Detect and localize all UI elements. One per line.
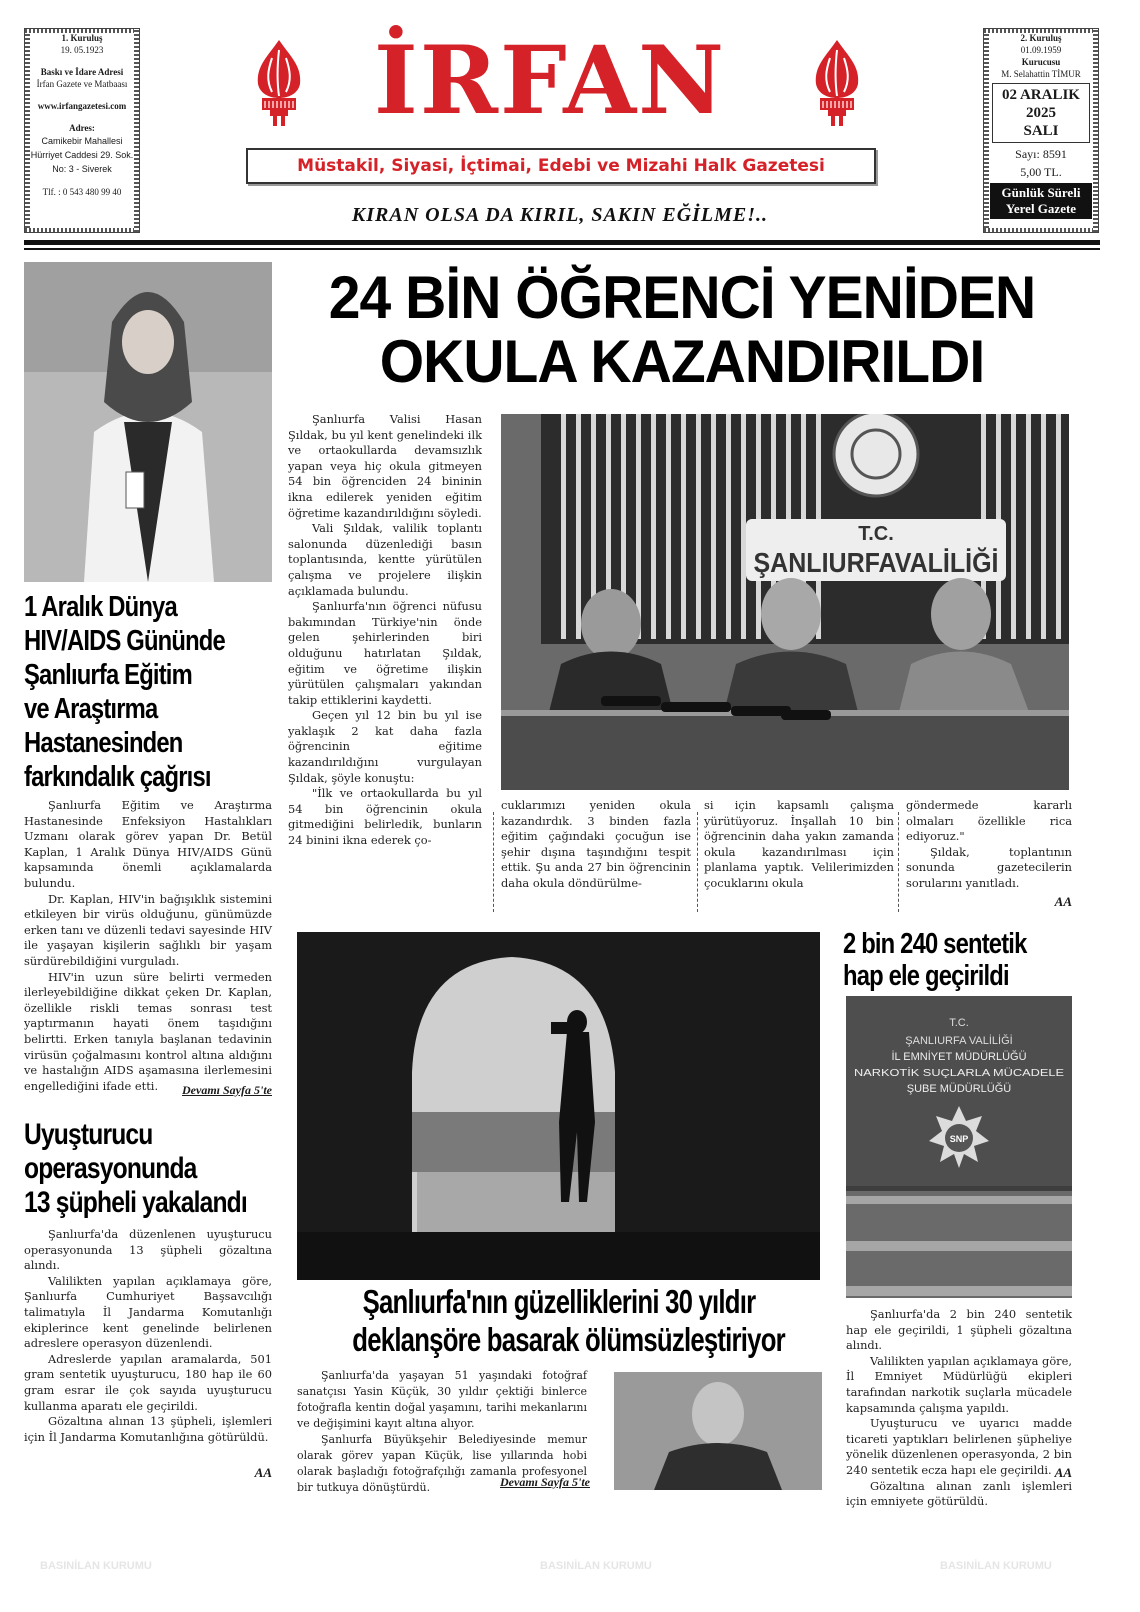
founder-name: M. Selahattin TİMUR — [1001, 69, 1081, 79]
tunnel-silhouette-photo — [297, 932, 820, 1280]
headline-line: farkındalık çağrısı — [24, 761, 211, 793]
headline-line: Hastanesinden — [24, 727, 183, 759]
paragraph: Vali Şıldak, valilik toplantı salonunda düzenlediği basın toplantısında, kentte yürütülen çalışma ve projelere ilişkin açıklamada bulundu. — [288, 521, 482, 598]
watermark: BASINİLAN KURUMU — [540, 1560, 652, 1572]
continued-on-page-link[interactable]: Devamı Sayfa 5'te — [500, 1475, 590, 1489]
address-line: Camikebir Mahallesi — [41, 136, 123, 146]
column-divider — [898, 812, 899, 912]
source-credit: AA — [1054, 1465, 1072, 1480]
sign-text: İL EMNİYET MÜDÜRLÜĞÜ — [891, 1051, 1027, 1063]
paragraph: Gözaltına alınan zanlı işlemleri için emniyete götürüldü. — [846, 1478, 1072, 1509]
seized-pills-photo — [846, 996, 1072, 1298]
masthead-info-box-left — [24, 28, 140, 233]
founder-label: Kurucusu — [1021, 57, 1061, 67]
second-founding-label: 2. Kuruluş — [1020, 33, 1062, 43]
paragraph: Geçen yıl 12 bin bu yıl ise yaklaşık 2 kat daha fazla öğrencinin eğitime kazandırıldığını vurgulayan Şıldak, şöyle konuştu: — [288, 708, 482, 785]
main-headline — [282, 266, 1082, 394]
paragraph: Şanlıurfa Büyükşehir Belediyesinde memur olarak görev yapan Küçük, lise yıllarında hobi olarak başladığı fotoğrafçılığı zamanla profesyonel bir tutkuya dönüştürdü. — [297, 1433, 587, 1494]
paragraph: Dr. Kaplan, HIV'in bağışıklık sistemini etkileyen bir virüs olduğunu, günümüzde erken tanı ve düzenli tedavi sayesinde HIV ile yaşayan kişilerin sağlıklı bir yaşam sürdürebildiğini vurguladı. — [24, 891, 272, 968]
address-line: Hürriyet Caddesi 29. Sok. — [30, 150, 134, 160]
torch-icon — [808, 38, 866, 128]
paragraph: Şıldak, toplantının sonunda gazetecilerin sorularını yanıtladı. — [906, 844, 1072, 890]
headline-line: HIV/AIDS Gününde — [24, 625, 225, 657]
column-divider — [697, 812, 698, 912]
paragraph: Şanlıurfa Eğitim ve Araştırma Hastanesinde Enfeksiyon Hastalıkları Uzmanı olarak görev yapan Dr. Betül Kaplan, 1 Aralık Dünya HIV/AIDS Günü kapsamında önemli açıklamalarda bulundu. — [24, 798, 272, 890]
publication-type-line: Günlük Süreli — [1001, 185, 1081, 200]
main-story-column: si için kapsamlı çalışma yürütüyoruz. İnşallah 10 bin öğrencinin daha yakın zamanda okula kazandırılması için planlama yaptık. Velilerimizden çocuklarını okula — [704, 798, 894, 890]
sign-text: ŞUBE MÜDÜRLÜĞÜ — [906, 1083, 1012, 1095]
paragraph: Gözaltına alınan 13 şüpheli, işlemleri için İl Jandarma Komutanlığına götürüldü. — [24, 1414, 272, 1444]
headline-line: hap ele geçirildi — [843, 960, 1009, 992]
headline-line: ve Araştırma — [24, 693, 158, 725]
photographer-portrait-photo — [614, 1372, 822, 1490]
address-title: Baskı ve İdare Adresi — [40, 67, 124, 77]
headline-line: OKULA KAZANDIRILDI — [379, 328, 985, 395]
drug-story-body — [24, 1227, 272, 1445]
headline-line: operasyonunda — [24, 1152, 197, 1185]
headline-line: Şanlıurfa Eğitim — [24, 659, 192, 691]
tagline: Müstakil, Siyasi, İçtimai, Edebi ve Mizahi Halk Gazetesi — [246, 148, 876, 184]
publisher-name: İrfan Gazete ve Matbaası — [36, 79, 128, 89]
sign-text: NARKOTİK SUÇLARLA MÜCADELE — [854, 1068, 1019, 1079]
sign-text: ŞANLIURFAVALİLİĞİ — [753, 547, 999, 578]
date-year: 2025 — [1026, 105, 1056, 121]
photographer-story-headline — [294, 1283, 824, 1359]
doctor-portrait-photo — [24, 262, 272, 582]
drug-story-headline — [24, 1118, 274, 1220]
paragraph: Şanlıurfa'da yaşayan 51 yaşındaki fotoğraf sanatçısı Yasin Küçük, 30 yıldır çektiği binlerce fotoğrafla kentin doğal yaşamını, tarihi mekanlarını ve değişimini kayıt altına alıyor. — [297, 1369, 587, 1430]
website-link[interactable]: www.irfangazetesi.com — [37, 101, 127, 111]
publication-type-line: Yerel Gazete — [1005, 201, 1077, 216]
paragraph: Uyuşturucu ve uyarıcı madde ticareti yaptıkları belirlenen şüpheliye yönelik düzenlenen operasyonda, 2 bin 240 sentetik ecza hapı ele geçirildi. — [846, 1416, 1072, 1477]
motto: KIRAN OLSA DA KIRIL, SAKIN EĞİLME!.. — [351, 204, 769, 226]
masthead-info-box-right — [983, 28, 1099, 233]
source-credit: AA — [254, 1465, 272, 1480]
headline-line: 13 şüpheli yakalandı — [24, 1186, 247, 1219]
column-divider — [493, 812, 494, 912]
headline-line: 2 bin 240 sentetik — [843, 928, 1027, 960]
paragraph: Şanlıurfa'nın öğrenci nüfusu bakımından Türkiye'nin önde gelen şehirlerinden biri olduğunu hatırlatan Şıldak, eğitim ve öğretime ilişkin yürütülen çalışmaları yakından takip ettiklerini kaydetti. — [288, 599, 482, 707]
watermark: BASINİLAN KURUMU — [940, 1560, 1052, 1572]
continued-on-page-link[interactable]: Devamı Sayfa 5'te — [182, 1083, 272, 1097]
address-line: No: 3 - Siverek — [52, 164, 112, 174]
source-credit: AA — [1054, 894, 1072, 909]
paragraph: Adreslerde yapılan aramalarda, 501 gram sentetik uyuşturucu, 180 hap ile 60 gram esrar ile çok sayıda uyuşturucu kullanma aparatı ele geçirildi. — [24, 1351, 272, 1413]
phone-number: Tlf. : 0 543 480 99 40 — [42, 187, 122, 197]
paragraph: göndermede kararlı olmaları özellikle rica ediyoruz." — [906, 798, 1072, 844]
paragraph: Şanlıurfa Valisi Hasan Şıldak, bu yıl kent genelindeki ilk ve ortaokullarda devamsızlık yapan veya hiç okula gitmeyen 54 bin öğrenciden 24 bininin ikna edilerek yeniden eğitim öğretime kazandırıldığını söyledi. — [288, 412, 482, 520]
watermark: BASINİLAN KURUMU — [40, 1560, 152, 1572]
sign-text: T.C. — [858, 523, 894, 545]
paragraph: "İlk ve ortaokullarda bu yıl 54 bin öğrencinin okula gitmediğini belirledik, bunların 24 binini ikna ederek ço- — [288, 786, 482, 848]
paragraph: Valilikten yapılan açıklamaya göre, Şanlıurfa Cumhuriyet Başsavcılığı talimatıyla İl Jandarma Komutanlığı ekiplerince kent genelinde belirlenen adreslere operasyon düzenlendi. — [24, 1273, 272, 1351]
headline-line: Şanlıurfa'nın güzelliklerini 30 yıldır — [362, 1283, 756, 1320]
headline-line: Uyuşturucu — [24, 1118, 153, 1151]
address-label: Adres: — [69, 123, 95, 133]
price: 5,00 TL. — [1020, 165, 1062, 179]
issue-date — [992, 83, 1090, 143]
headline-line: 24 BİN ÖĞRENCİ YENİDEN — [328, 264, 1036, 331]
sign-text: ŞANLIURFA VALİLİĞİ — [905, 1035, 1013, 1047]
paragraph: Valilikten yapılan açıklamaya göre, İl Emniyet Müdürlüğü ekipleri tarafından narkotik suçlarla mücadele kapsamında çalışma yapıldı. — [846, 1353, 1072, 1415]
badge-text: SNP — [949, 1134, 969, 1144]
first-founding-label: 1. Kuruluş — [61, 33, 103, 43]
second-founding-date: 01.09.1959 — [1020, 45, 1062, 55]
torch-icon — [250, 38, 308, 128]
hiv-story-body — [24, 798, 272, 1094]
date-weekday: SALI — [1023, 123, 1059, 139]
pills-story-headline — [843, 928, 1083, 992]
paragraph: HIV'in uzun süre belirti vermeden ilerleyebildiğine dikkat çeken Dr. Kaplan, özellikle riskli temas sonrası test yaptırmanın hayati önem taşıdığını belirtti. Erken tanıyla başlanan tedavinin virüsün çoğalmasını kontrol altına aldığını ve hastalığın AIDS aşamasına ilerlemesini engellediğini ifade etti. — [24, 969, 272, 1093]
paragraph: Şanlıurfa'da düzenlenen uyuşturucu operasyonunda 13 şüpheli gözaltına alındı. — [24, 1227, 272, 1273]
first-founding-date: 19. 05.1923 — [60, 45, 104, 55]
issue-number: Sayı: 8591 — [1015, 147, 1067, 161]
masthead-divider — [24, 240, 1100, 245]
main-story-column — [288, 412, 482, 849]
press-conference-photo — [501, 414, 1069, 790]
masthead-divider — [24, 248, 1100, 250]
date-day: 02 ARALIK — [1002, 87, 1080, 103]
paragraph: Şanlıurfa'da 2 bin 240 sentetik hap ele geçirildi, 1 şüpheli gözaltına alındı. — [846, 1307, 1072, 1353]
sign-text: T.C. — [949, 1017, 969, 1029]
headline-line: 1 Aralık Dünya — [24, 591, 177, 623]
newspaper-logo: İRFAN — [373, 26, 727, 136]
headline-line: deklanşöre basarak ölümsüzleştiriyor — [352, 1321, 785, 1358]
hiv-story-headline — [24, 590, 274, 794]
main-story-column: cuklarımızı yeniden okula kazandırdık. 3 binden fazla eğitim çağındaki çocuğun ise şehir dışına taşındığını tespit ettik. Şu anda 27 bin öğrencinin daha okula döndürülme- — [501, 798, 691, 890]
publication-type-badge — [990, 183, 1092, 219]
main-story-column — [906, 798, 1072, 892]
